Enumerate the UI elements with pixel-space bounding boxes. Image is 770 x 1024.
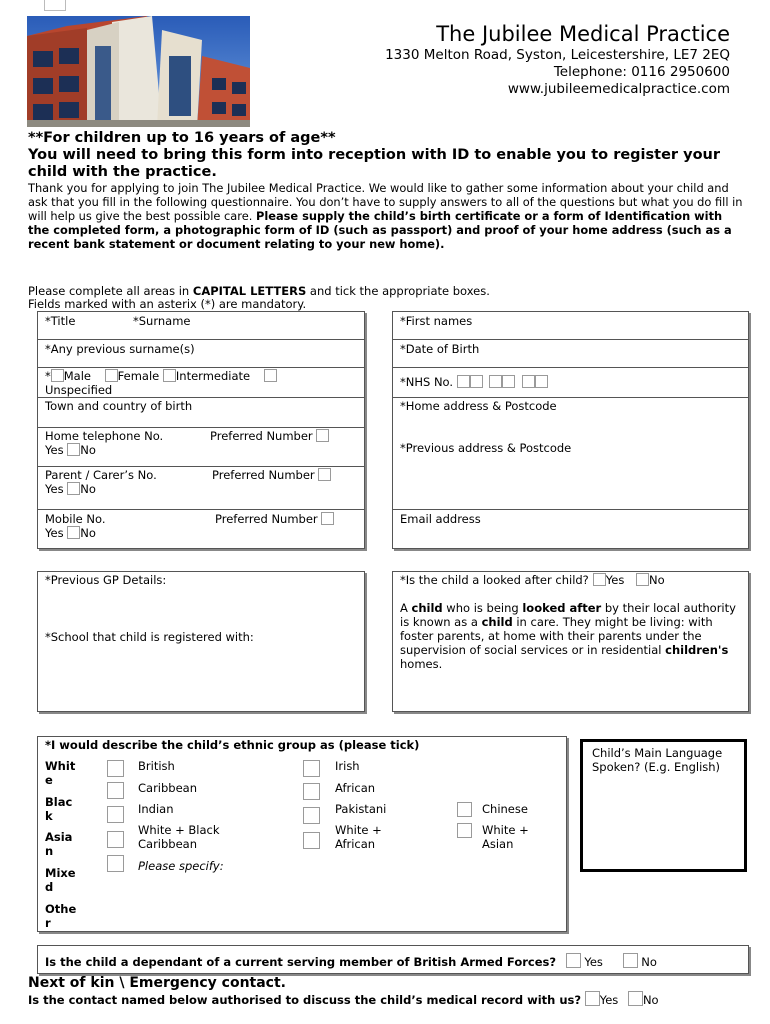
intro-bold: Please supply the child’s birth certificate or a form of Identification with the completed form, a photographic form of ID (such as passport) and proof of your home address (such as a recent bank statement or document relating to your new home).: [28, 209, 732, 251]
capitals-instruction: [28, 284, 490, 298]
caribbean-checkbox[interactable]: [107, 782, 124, 799]
ethnic-group-heading: *I would describe the child’s ethnic group as (please tick): [45, 738, 420, 752]
nhs-number-field: [400, 375, 548, 389]
bring-form-instruction: You will need to bring this form into reception with ID to enable you to register your child with the practice.: [28, 147, 721, 180]
parent-yes-label: Yes: [45, 482, 64, 496]
practice-telephone: Telephone: 0116 2950600: [553, 64, 730, 80]
white-black-caribbean-label: White + Black Caribbean: [138, 823, 220, 851]
desc-part: by their local authority is known as a: [400, 601, 736, 629]
mobile-no-label: No: [80, 526, 96, 540]
male-label: Male: [63, 369, 91, 383]
desc-bold: child: [411, 601, 443, 615]
next-of-kin-question: Is the contact named below authorised to discuss the child’s medical record with us?: [28, 993, 582, 1007]
nhs-digit-box[interactable]: [457, 375, 470, 388]
capitals-bold: CAPITAL LETTERS: [192, 284, 307, 298]
nhs-number-label: *NHS No.: [400, 375, 454, 389]
nhs-digit-box[interactable]: [535, 375, 548, 388]
age-note: **For children up to 16 years of age**: [28, 130, 336, 146]
parent-preferred-checkbox[interactable]: [318, 468, 331, 481]
armed-forces-no-label: No: [641, 955, 657, 969]
mobile-preferred-number: [215, 512, 334, 526]
intro-paragraph: [28, 181, 744, 251]
unspecified-label: Unspecified: [45, 383, 113, 397]
irish-checkbox[interactable]: [303, 760, 320, 777]
please-specify-label: Please specify:: [138, 859, 224, 873]
next-of-kin-no-checkbox[interactable]: [628, 991, 643, 1006]
gender-required-mark: *: [45, 369, 51, 383]
parent-yes-no: [45, 482, 96, 496]
nhs-digit-box[interactable]: [522, 375, 535, 388]
caribbean-label: Caribbean: [138, 781, 198, 795]
nhs-digit-box[interactable]: [502, 375, 515, 388]
parent-yes-checkbox[interactable]: [67, 482, 80, 495]
intermediate-label: Intermediate: [175, 369, 251, 383]
looked-after-description: [400, 601, 745, 671]
email-address-field[interactable]: Email address: [400, 512, 481, 526]
desc-part: in care. They might be living: with foster parents, at home with their parents under the supervision of social services or in residential: [400, 615, 713, 657]
capitals-pre: Please complete all areas in: [28, 284, 193, 298]
mandatory-note: Fields marked with an asterix (*) are mandatory.: [28, 297, 307, 311]
intro-plain: Thank you for applying to join The Jubilee Medical Practice. We would like to gather some information about your child and ask that you fill in the following questionnaire. You don’t have to supply answers to all of the questions but what you do fill in will help us give the best possible care.: [28, 181, 743, 223]
surname-field[interactable]: *Surname: [133, 314, 191, 328]
armed-forces-yes-checkbox[interactable]: [566, 953, 581, 968]
desc-bold: looked after: [522, 601, 602, 615]
mobile-yes-label: Yes: [45, 526, 64, 540]
ethnic-group-label-asian: Asian: [45, 830, 73, 858]
mobile-preferred-label: Preferred Number: [215, 512, 318, 526]
desc-part: who is being: [442, 601, 523, 615]
first-names-field[interactable]: *First names: [400, 314, 473, 328]
page-marker: [44, 0, 66, 11]
mobile-preferred-checkbox[interactable]: [321, 512, 334, 525]
african-checkbox[interactable]: [303, 783, 320, 800]
looked-after-yes-checkbox[interactable]: [593, 573, 606, 586]
indian-label: Indian: [138, 802, 174, 816]
previous-address-field[interactable]: *Previous address & Postcode: [400, 441, 572, 455]
practice-building-image: [27, 16, 250, 127]
home-preferred-checkbox[interactable]: [316, 429, 329, 442]
armed-forces-question: [45, 953, 657, 969]
home-no-label: No: [80, 443, 96, 457]
female-label: Female: [117, 369, 160, 383]
gender-field: [45, 369, 355, 397]
next-of-kin-authorised: [28, 991, 659, 1007]
home-yes-label: Yes: [45, 443, 64, 457]
nhs-digit-box[interactable]: [489, 375, 502, 388]
main-language-label: Child’s Main Language Spoken? (E.g. English): [592, 746, 723, 774]
ethnic-group-label-other: Other: [45, 902, 77, 930]
home-yes-no: [45, 443, 96, 457]
chinese-label: Chinese: [482, 802, 528, 816]
previous-surname-field[interactable]: *Any previous surname(s): [45, 342, 195, 356]
date-of-birth-field[interactable]: *Date of Birth: [400, 342, 480, 356]
home-preferred-number: [210, 429, 329, 443]
capitals-post: and tick the appropriate boxes.: [306, 284, 490, 298]
next-of-kin-no-label: No: [642, 993, 659, 1007]
desc-bold: children's: [665, 643, 729, 657]
armed-forces-label: Is the child a dependant of a current serving member of British Armed Forces?: [45, 955, 557, 969]
ethnic-group-label-mixed: Mixed: [45, 866, 76, 894]
british-label: British: [138, 759, 175, 773]
male-checkbox[interactable]: [51, 369, 64, 382]
mobile-yes-no: [45, 526, 96, 540]
next-of-kin-yes-label: Yes: [599, 993, 619, 1007]
armed-forces-no-checkbox[interactable]: [623, 953, 638, 968]
mobile-yes-checkbox[interactable]: [67, 526, 80, 539]
looked-after-label: *Is the child a looked after child?: [400, 573, 589, 587]
desc-part: homes.: [400, 657, 443, 671]
home-preferred-label: Preferred Number: [210, 429, 313, 443]
ethnic-group-label-black: Black: [45, 795, 73, 823]
white-african-label: White + African: [335, 823, 382, 851]
british-checkbox[interactable]: [107, 760, 124, 777]
armed-forces-yes-label: Yes: [584, 955, 603, 969]
looked-after-question: [400, 573, 665, 587]
next-of-kin-yes-checkbox[interactable]: [585, 991, 600, 1006]
female-checkbox[interactable]: [105, 369, 118, 382]
chinese-checkbox[interactable]: [457, 802, 472, 817]
white-black-caribbean-checkbox[interactable]: [107, 831, 124, 848]
african-label: African: [335, 781, 376, 795]
practice-website[interactable]: www.jubileemedicalpractice.com: [507, 81, 730, 97]
home-yes-checkbox[interactable]: [67, 443, 80, 456]
please-specify-checkbox[interactable]: [107, 855, 124, 872]
title-field[interactable]: *Title: [45, 314, 76, 328]
parent-preferred-number: [212, 468, 331, 482]
unspecified-checkbox[interactable]: [264, 369, 277, 382]
practice-name: The Jubilee Medical Practice: [436, 22, 730, 46]
looked-after-no-label: No: [649, 573, 665, 587]
home-telephone-field[interactable]: Home telephone No.: [45, 429, 164, 443]
parent-preferred-label: Preferred Number: [212, 468, 315, 482]
desc-part: A: [400, 601, 412, 615]
intermediate-checkbox[interactable]: [163, 369, 176, 382]
pakistani-label: Pakistani: [335, 802, 387, 816]
indian-checkbox[interactable]: [107, 806, 124, 823]
pakistani-checkbox[interactable]: [303, 807, 320, 824]
looked-after-no-checkbox[interactable]: [636, 573, 649, 586]
school-field[interactable]: *School that child is registered with:: [45, 630, 254, 644]
white-asian-label: White + Asian: [482, 823, 529, 851]
irish-label: Irish: [335, 759, 360, 773]
practice-address: 1330 Melton Road, Syston, Leicestershire, LE7 2EQ: [385, 47, 730, 63]
white-asian-checkbox[interactable]: [457, 823, 472, 838]
parent-no-label: No: [80, 482, 96, 496]
town-country-birth-field[interactable]: Town and country of birth: [45, 399, 193, 413]
white-african-checkbox[interactable]: [303, 832, 320, 849]
mobile-number-field[interactable]: Mobile No.: [45, 512, 106, 526]
home-address-field[interactable]: *Home address & Postcode: [400, 399, 557, 413]
previous-gp-field[interactable]: *Previous GP Details:: [45, 573, 167, 587]
looked-after-yes-label: Yes: [605, 573, 625, 587]
ethnic-group-label-white: White: [45, 759, 76, 787]
nhs-digit-box[interactable]: [470, 375, 483, 388]
next-of-kin-heading: Next of kin \ Emergency contact.: [28, 975, 286, 991]
parent-carer-number-field[interactable]: Parent / Carer’s No.: [45, 468, 157, 482]
desc-bold: child: [481, 615, 513, 629]
